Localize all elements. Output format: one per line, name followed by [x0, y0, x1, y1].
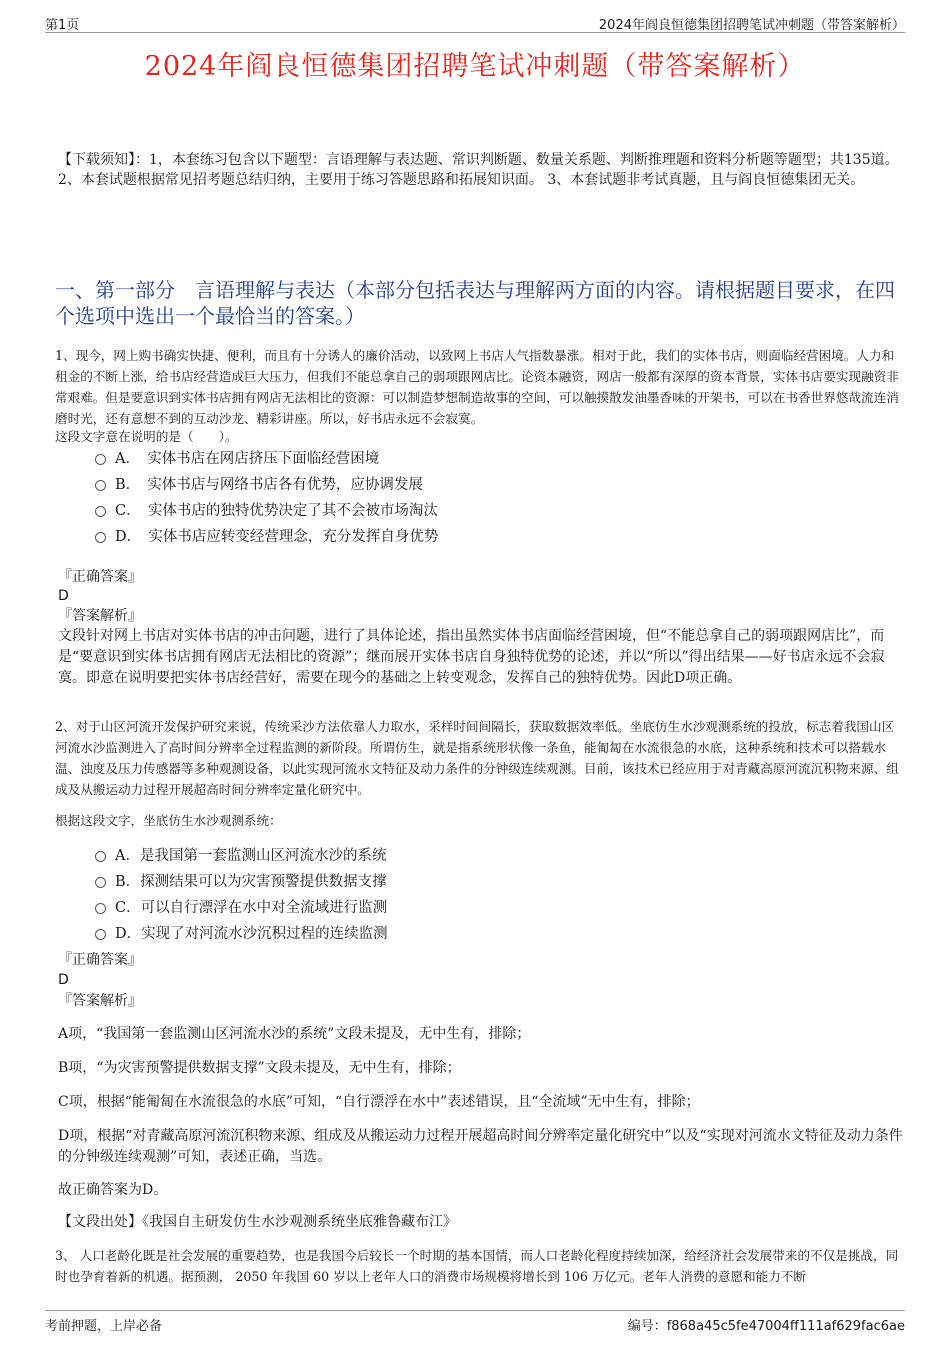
answer-value: D [58, 972, 69, 988]
question-1-text: 1、现今，网上购书确实快捷、便利，而且有十分诱人的廉价活动，以致网上书店人气指数暴涨。相对于此，我们的实体书店，则面临经营困境。人力和租金的不断上涨，给书店经营造成巨大压力，但我们不能总拿自己的弱项跟网店比。论资本融资，网店一般都有深厚的资本背景，实体书店要实现融资非常艰难。但是要意识到实体书店拥有网店无法相比的资源：可以制造梦想制造故事的空间，可以触摸散发油墨香味的开架书，可以在书香世界悠哉流连消磨时光，还有意想不到的互动沙龙、精彩讲座。所以，好书店永远不会寂寞。 [55, 348, 899, 426]
option-d[interactable]: D．实现了对河流水沙沉积过程的连续监测 [95, 921, 795, 947]
question-1-prompt: 这段文字意在说明的是（ ）。 [55, 429, 238, 444]
document-title: 2024年阎良恒德集团招聘笔试冲刺题（带答案解析） [144, 51, 806, 82]
option-d[interactable]: D． 实体书店应转变经营理念，充分发挥自身优势 [95, 524, 795, 550]
option-b[interactable]: B．探测结果可以为灾害预警提供数据支撑 [95, 869, 795, 895]
option-b[interactable]: B． 实体书店与网络书店各有优势，应协调发展 [95, 472, 795, 498]
radio-button[interactable] [95, 480, 106, 491]
answer-label: 『正确答案』 [58, 952, 142, 968]
download-notice: 【下载须知】：1，本套练习包含以下题型：言语理解与表达题、常识判断题、数量关系题、判断推理题和资料分析题等题型；共135道。 2、本套试题根据常见招考题总结归纳，主要用于练习答题思路和拓展知识面。 3、本套试题非考试真题，且与阎良恒德集团无关。 [58, 152, 899, 188]
source-citation: 【文段出处】《我国自主研发仿生水沙观测系统坐底雅鲁藏布江》 [58, 1214, 457, 1230]
radio-button[interactable] [95, 851, 106, 862]
section-title: 一、第一部分 言语理解与表达（本部分包括表达与理解两方面的内容。请根据题目要求，在四个选项中选出一个最恰当的答案。） [55, 278, 895, 328]
header-doc-title: 2024年阎良恒德集团招聘笔试冲刺题（带答案解析） [598, 18, 905, 33]
page-footer [45, 1310, 905, 1335]
radio-button[interactable] [95, 454, 106, 465]
option-a[interactable]: A．是我国第一套监测山区河流水沙的系统 [95, 843, 795, 869]
analysis-label: 『答案解析』 [58, 608, 142, 624]
question-3-text: 3、 人口老龄化既是社会发展的重要趋势，也是我国今后较长一个时期的基本国情，而人口老龄化程度持续加深，给经济社会发展带来的不仅是挑战，同时也孕育着新的机遇。据预测， 2050 年我国 60 岁以上老年人口的消费市场规模将增长到 106 万亿元。老年人消费的意愿和能力不断 [55, 1248, 899, 1284]
question-2-text: 2、对于山区河流开发保护研究来说，传统采沙方法依靠人力取水，采样时间间隔长，获取数据效率低。坐底仿生水沙观测系统的投放，标志着我国山区河流水沙监测进入了高时间分辨率全过程监测的新阶段。所谓仿生，就是指系统形状像一条鱼，能匍匐在水流很急的水底，这种系统和技术可以搭载水温、浊度及压力传感器等多种观测设备，以此实现河流水文特征及动力条件的分钟级连续观测。目前，该技术已经应用于对青藏高原河流沉积物来源、组成及从搬运动力过程开展超高时间分辨率定量化研究中。 [55, 719, 899, 797]
option-c[interactable]: C． 实体书店的独特优势决定了其不会被市场淘汰 [95, 498, 795, 524]
question-2-prompt: 根据这段文字，坐底仿生水沙观测系统： [55, 813, 282, 828]
analysis-option-c: C项，根据“能匍匐在水流很急的水底”可知，“自行漂浮在水中”表述错误，且“全流域”无中生有，排除； [58, 1094, 700, 1110]
question-1-options [95, 446, 795, 550]
conclusion: 故正确答案为D。 [58, 1182, 168, 1198]
option-c[interactable]: C．可以自行漂浮在水中对全流域进行监测 [95, 895, 795, 921]
page-number: 第1页 [45, 18, 80, 33]
option-a[interactable]: A． 实体书店在网店挤压下面临经营困境 [95, 446, 795, 472]
radio-button[interactable] [95, 903, 106, 914]
radio-button[interactable] [95, 506, 106, 517]
radio-button[interactable] [95, 532, 106, 543]
analysis-option-d: D项，根据“对青藏高原河流沉积物来源、组成及从搬运动力过程开展超高时间分辨率定量化研究中”以及“实现对河流水文特征及动力条件的分钟级连续观测”可知，表述正确，当选。 [58, 1128, 903, 1165]
answer-value: D [58, 588, 69, 604]
radio-button[interactable] [95, 877, 106, 888]
analysis-text: 文段针对网上书店对实体书店的冲击问题，进行了具体论述，指出虽然实体书店面临经营困境，但“不能总拿自己的弱项跟网店比”，而是“要意识到实体书店拥有网店无法相比的资源”；继而展开实体书店自身独特优势的论述，并以“所以”得出结果——好书店永远不会寂寞。即意在说明要把实体书店经营好，需要在现今的基础之上转变观念，发挥自己的独特优势。因此D项正确。 [58, 628, 885, 686]
footer-id: 编号：f868a45c5fe47004ff111af629fac6ae [627, 1319, 905, 1334]
analysis-option-a: A项，“我国第一套监测山区河流水沙的系统”文段未提及，无中生有，排除； [58, 1026, 531, 1042]
analysis-label: 『答案解析』 [58, 993, 142, 1009]
question-2-options [95, 843, 795, 947]
analysis-option-b: B项，“为灾害预警提供数据支撑”文段未提及，无中生有，排除； [58, 1060, 461, 1076]
radio-button[interactable] [95, 929, 106, 940]
page-header [45, 12, 905, 33]
answer-label: 『正确答案』 [58, 569, 142, 585]
footer-slogan: 考前押题，上岸必备 [45, 1319, 163, 1334]
